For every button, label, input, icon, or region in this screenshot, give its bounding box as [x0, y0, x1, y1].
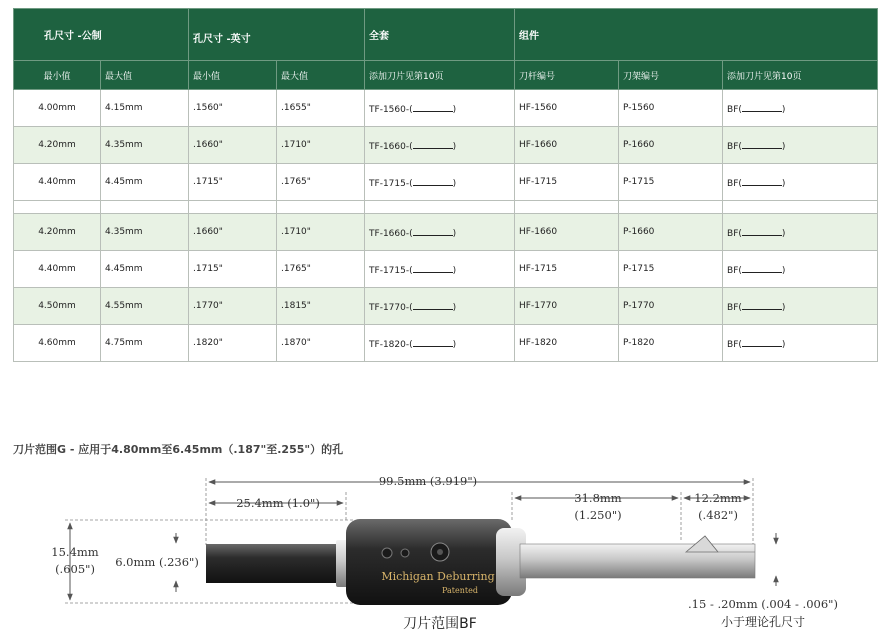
- min-mm-header: 最小值: [14, 61, 101, 90]
- dim-12-mm: 12.2mm: [694, 491, 742, 505]
- tool-blade-arm: [520, 544, 755, 578]
- blade-prefix: BF(: [727, 265, 742, 276]
- set-suffix: ): [452, 228, 457, 239]
- max-mm-cell: 4.35mm: [101, 127, 189, 164]
- blade-prefix: BF(: [727, 339, 742, 350]
- blade-suffix: ): [781, 265, 786, 276]
- set-prefix: TF-1820-(: [369, 339, 413, 350]
- max-mm-cell: 4.35mm: [101, 214, 189, 251]
- blade-prefix: BF(: [727, 178, 742, 189]
- min-in-cell: .1560": [189, 90, 277, 127]
- min-in-cell: .1820": [189, 325, 277, 362]
- min-mm-cell: 4.60mm: [14, 325, 101, 362]
- undersize-label: 小于理论孔尺寸: [720, 615, 806, 629]
- min-in-cell: .1715": [189, 251, 277, 288]
- blade-suffix: ): [781, 141, 786, 152]
- dim-12-in: (.482"): [698, 508, 738, 522]
- clearance-dim: .15 - .20mm (.004 - .006"): [688, 597, 838, 611]
- set-suffix: ): [452, 265, 457, 276]
- blade-prefix: BF(: [727, 228, 742, 239]
- overall-length-dim: 99.5mm (3.919"): [378, 474, 478, 488]
- max-in-cell: .1710": [277, 214, 365, 251]
- cage-cell: P-1820: [619, 325, 723, 362]
- max-mm-cell: 4.15mm: [101, 90, 189, 127]
- cage-cell: P-1715: [619, 164, 723, 201]
- max-in-cell: .1655": [277, 90, 365, 127]
- blade-suffix: ): [781, 302, 786, 313]
- cage-cell: P-1715: [619, 251, 723, 288]
- max-mm-cell: 4.55mm: [101, 288, 189, 325]
- set-prefix: TF-1715-(: [369, 178, 413, 189]
- holder-cell: HF-1660: [515, 127, 619, 164]
- shank-diameter-dim: 6.0mm (.236"): [115, 555, 199, 569]
- max-in-cell: .1765": [277, 164, 365, 201]
- max-mm-header: 最大值: [101, 61, 189, 90]
- max-in-cell: .1710": [277, 127, 365, 164]
- blade-range-label: 刀片范围BF: [403, 616, 477, 632]
- min-mm-cell: 4.20mm: [14, 127, 101, 164]
- blade-suffix: ): [781, 228, 786, 239]
- set-suffix: ): [452, 141, 457, 152]
- min-mm-cell: 4.40mm: [14, 164, 101, 201]
- cage-header: 刀架编号: [619, 61, 723, 90]
- cage-cell: P-1560: [619, 90, 723, 127]
- min-in-header: 最小值: [189, 61, 277, 90]
- set-prefix: TF-1715-(: [369, 265, 413, 276]
- set-prefix: TF-1660-(: [369, 141, 413, 152]
- max-in-cell: .1815": [277, 288, 365, 325]
- set-suffix: ): [452, 178, 457, 189]
- min-in-cell: .1660": [189, 214, 277, 251]
- set-prefix: TF-1660-(: [369, 228, 413, 239]
- full-set-header: 全套: [365, 9, 515, 61]
- blade-prefix: BF(: [727, 141, 742, 152]
- holder-cell: HF-1660: [515, 214, 619, 251]
- body-diameter-mm: 15.4mm: [51, 545, 99, 559]
- set-suffix: ): [452, 302, 457, 313]
- shank-length-dim: 25.4mm (1.0"): [236, 496, 320, 510]
- blade-suffix: ): [781, 178, 786, 189]
- holder-header: 刀杆编号: [515, 61, 619, 90]
- metric-header: 孔尺寸 -公制: [14, 9, 189, 61]
- cage-cell: P-1660: [619, 214, 723, 251]
- set-prefix: TF-1560-(: [369, 104, 413, 115]
- holder-cell: HF-1820: [515, 325, 619, 362]
- set-suffix: ): [452, 104, 457, 115]
- full-set-subheader: 添加刀片见第10页: [365, 61, 515, 90]
- range-caption: 刀片范围G - 应用于4.80mm至6.45mm（.187"至.255"）的孔: [13, 443, 344, 456]
- cage-cell: P-1660: [619, 127, 723, 164]
- patented-text: Patented: [442, 586, 478, 595]
- screw-small: [382, 548, 392, 558]
- max-mm-cell: 4.45mm: [101, 164, 189, 201]
- body-diameter-in: (.605"): [55, 562, 95, 576]
- blade-prefix: BF(: [727, 302, 742, 313]
- blade-suffix: ): [781, 339, 786, 350]
- dim-31-mm: 31.8mm: [574, 491, 622, 505]
- holder-cell: HF-1770: [515, 288, 619, 325]
- min-in-cell: .1715": [189, 164, 277, 201]
- dim-31-in: (1.250"): [574, 508, 622, 522]
- blade-suffix: ): [781, 104, 786, 115]
- max-in-cell: .1765": [277, 251, 365, 288]
- blade-prefix: BF(: [727, 104, 742, 115]
- min-mm-cell: 4.50mm: [14, 288, 101, 325]
- tool-shank: [206, 544, 354, 583]
- imperial-header: 孔尺寸 -英寸: [189, 9, 365, 61]
- holder-cell: HF-1560: [515, 90, 619, 127]
- max-in-cell: .1870": [277, 325, 365, 362]
- max-in-header: 最大值: [277, 61, 365, 90]
- min-mm-cell: 4.40mm: [14, 251, 101, 288]
- min-in-cell: .1660": [189, 127, 277, 164]
- min-mm-cell: 4.00mm: [14, 90, 101, 127]
- tool-body: [346, 519, 512, 605]
- holder-cell: HF-1715: [515, 251, 619, 288]
- min-mm-cell: 4.20mm: [14, 214, 101, 251]
- components-header: 组件: [515, 9, 878, 61]
- brand-text: Michigan Deburring: [381, 570, 495, 583]
- max-mm-cell: 4.75mm: [101, 325, 189, 362]
- holder-cell: HF-1715: [515, 164, 619, 201]
- blade-header: 添加刀片见第10页: [723, 61, 878, 90]
- max-mm-cell: 4.45mm: [101, 251, 189, 288]
- min-in-cell: .1770": [189, 288, 277, 325]
- cage-cell: P-1770: [619, 288, 723, 325]
- set-suffix: ): [452, 339, 457, 350]
- set-prefix: TF-1770-(: [369, 302, 413, 313]
- screw-tiny: [401, 549, 409, 557]
